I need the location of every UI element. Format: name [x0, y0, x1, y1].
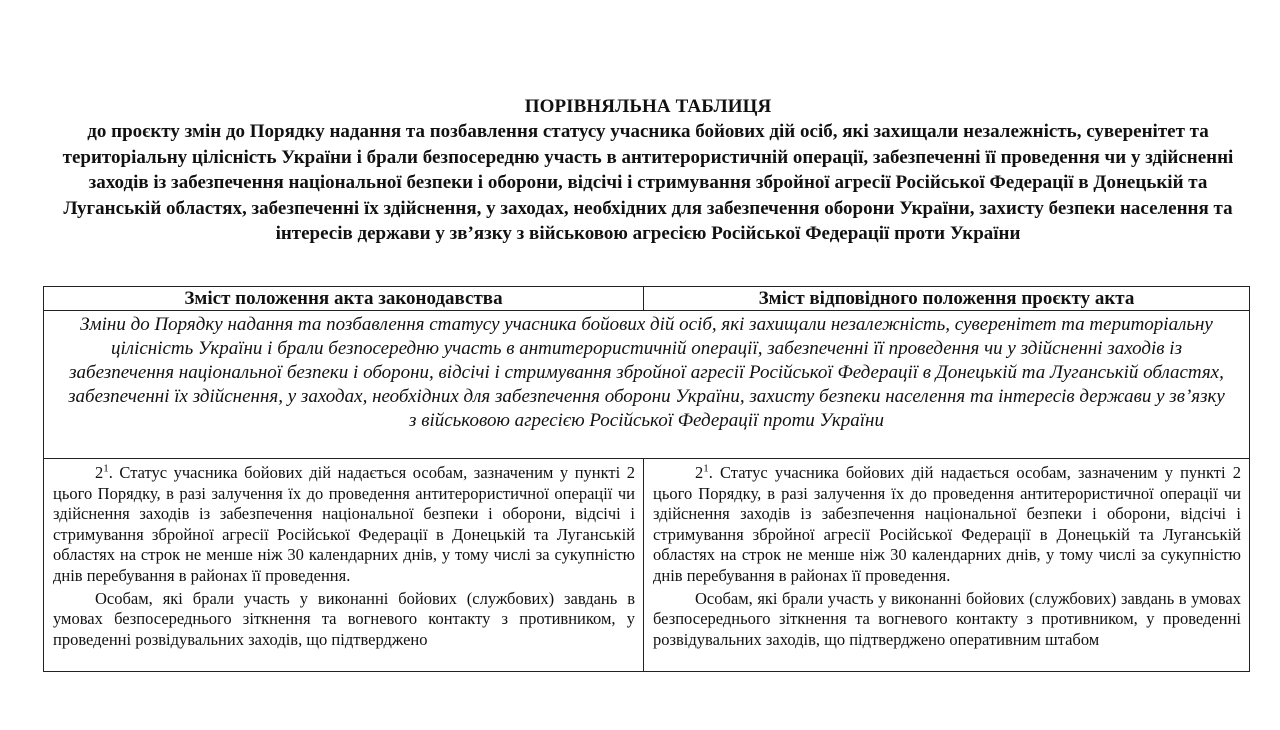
- draft-act-paragraph-2: Особам, які брали участь у виконанні бойових (службових) завдань в умовах безпосереднього зіткнення та вогневого контакту з противником, у проведенні розвідувальних заходів, що підтверджено оперативним штабом: [653, 588, 1241, 649]
- comparison-table: [43, 286, 1250, 672]
- current-law-paragraph-1-text: . Статус учасника бойових дій надається особам, зазначеним у пункті 2 цього Порядку, в разі залучення їх до проведення антитерористичної операції чи здійснення заходів із забезпечення національної безпеки і оборони, відсічі і стримування збройної агресії Російської Федерації в Донецькій та Луганській областях на строк не менше ніж 30 календарних днів, у тому числі за сукупністю днів перебування в районах її проведення.: [53, 463, 635, 585]
- section-heading-row: [44, 311, 1250, 459]
- table-row: [44, 459, 1250, 672]
- current-law-paragraph-1: [53, 463, 635, 587]
- draft-act-item-superscript: 1: [703, 462, 709, 475]
- draft-act-item-number: 2: [695, 463, 704, 482]
- draft-act-paragraph-1-text: . Статус учасника бойових дій надається особам, зазначеним у пункті 2 цього Порядку, в разі залучення їх до проведення антитерористичної операції чи здійснення заходів із забезпечення національної безпеки і оборони, відсічі і стримування збройної агресії Російської Федерації в Донецькій та Луганській областях на строк не менше ніж 30 календарних днів, у тому числі за сукупністю днів перебування в районах її проведення.: [653, 463, 1241, 585]
- document-title: ПОРІВНЯЛЬНА ТАБЛИЦЯ: [524, 96, 772, 117]
- current-law-paragraph-2: Особам, які брали участь у виконанні бойових (службових) завдань в умовах безпосереднього зіткнення та вогневого контакту з противником, у проведенні розвідувальних заходів, що підтверджено: [53, 588, 635, 649]
- current-law-item-number: 2: [95, 463, 104, 482]
- header-draft-act: Зміст відповідного положення проєкту акта: [644, 287, 1250, 311]
- header-current-law: Зміст положення акта законодавства: [44, 287, 644, 311]
- table-header-row: [44, 287, 1250, 311]
- document-subtitle: до проєкту змін до Порядку надання та позбавлення статусу учасника бойових дій осіб, які захищали незалежність, суверенітет та територіальну цілісність України і брали безпосередню участь в антитерористичній операції, забезпеченні її проведення чи у здійсненні заходів із забезпечення національної безпеки і оборони, відсічі і стримування збройної агресії Російської Федерації в Донецькій та Луганській областях, забезпеченні їх здійснення, у заходах, необхідних для забезпечення оборони України, захисту безпеки населення та інтересів держави у зв’язку з військовою агресією Російської Федерації проти України: [62, 121, 1234, 245]
- current-law-text: [44, 459, 644, 672]
- current-law-item-superscript: 1: [103, 462, 109, 475]
- draft-act-paragraph-1: [653, 463, 1241, 587]
- section-heading: Зміни до Порядку надання та позбавлення статусу учасника бойових дій осіб, які захищали незалежність, суверенітет та територіальну цілісність України і брали безпосередню участь в антитерористичній операції, забезпеченні її проведення чи у здійсненні заходів із забезпечення національної безпеки і оборони, відсічі і стримування збройної агресії Російської Федерації в Донецькій та Луганській областях, забезпеченні їх здійснення, у заходах, необхідних для забезпечення оборони України, захисту безпеки населення та інтересів держави у зв’язку з військовою агресією Російської Федерації проти України: [44, 311, 1250, 459]
- draft-act-text: [644, 459, 1250, 672]
